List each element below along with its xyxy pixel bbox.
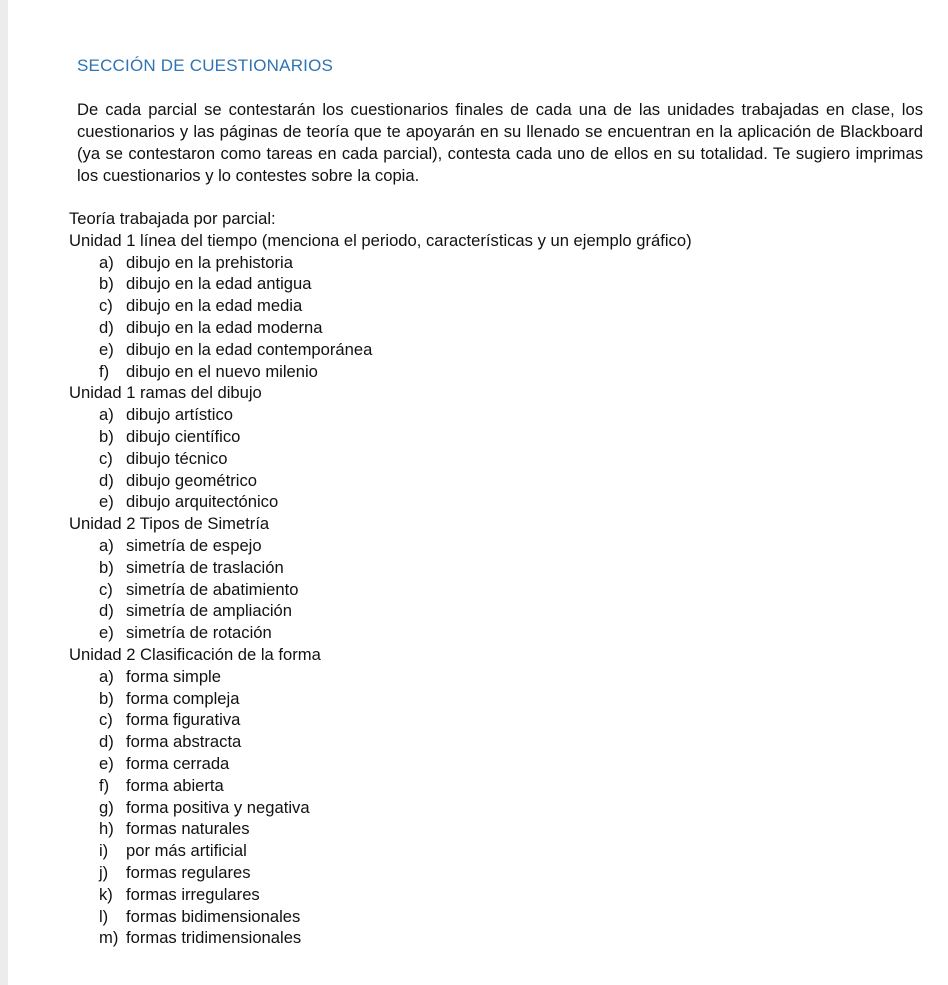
item-text: simetría de rotación	[126, 623, 272, 643]
item-text: formas regulares	[126, 862, 251, 882]
list-item	[69, 535, 929, 557]
item-label: g)	[99, 797, 114, 817]
item-label: d)	[99, 470, 114, 490]
item-label: e)	[99, 339, 114, 359]
item-text: dibujo artístico	[126, 405, 233, 425]
item-text: dibujo arquitectónico	[126, 492, 279, 512]
unit-title: Unidad 1 línea del tiempo (menciona el periodo, características y un ejemplo gráfico)	[69, 230, 692, 250]
item-text: formas bidimensionales	[126, 906, 301, 926]
unit-block	[69, 513, 929, 644]
item-label: b)	[99, 274, 114, 294]
list-item	[69, 927, 929, 949]
unit-block	[69, 230, 929, 383]
list-item	[69, 557, 929, 579]
item-label: b)	[99, 426, 114, 446]
item-text: dibujo en la prehistoria	[126, 252, 293, 272]
item-text: forma positiva y negativa	[126, 797, 310, 817]
item-text: forma cerrada	[126, 753, 230, 773]
item-text: dibujo en la edad media	[126, 296, 303, 316]
list-item	[69, 273, 929, 295]
item-label: b)	[99, 557, 114, 577]
list-item	[69, 818, 929, 840]
item-label: b)	[99, 688, 114, 708]
item-label: a)	[99, 535, 114, 555]
item-text: dibujo en la edad contemporánea	[126, 339, 373, 359]
item-text: simetría de espejo	[126, 535, 262, 555]
item-label: l)	[99, 906, 109, 926]
item-text: forma figurativa	[126, 710, 241, 730]
item-text: dibujo científico	[126, 426, 241, 446]
item-text: forma abierta	[126, 775, 224, 795]
item-text: simetría de abatimiento	[126, 579, 299, 599]
item-text: dibujo en la edad moderna	[126, 317, 323, 337]
item-label: d)	[99, 601, 114, 621]
list-item	[69, 731, 929, 753]
item-label: c)	[99, 579, 113, 599]
list-item	[69, 579, 929, 601]
list-item	[69, 753, 929, 775]
item-label: f)	[99, 361, 110, 381]
item-label: a)	[99, 252, 114, 272]
item-text: simetría de ampliación	[126, 601, 293, 621]
theory-outline	[69, 208, 929, 949]
item-label: c)	[99, 448, 113, 468]
list-item	[69, 361, 929, 383]
item-text: dibujo en la edad antigua	[126, 274, 312, 294]
list-item	[69, 884, 929, 906]
item-label: e)	[99, 492, 114, 512]
unit-title: Unidad 2 Tipos de Simetría	[69, 514, 270, 534]
item-label: c)	[99, 710, 113, 730]
item-text: formas irregulares	[126, 884, 260, 904]
item-label: e)	[99, 753, 114, 773]
item-text: dibujo geométrico	[126, 470, 257, 490]
item-label: a)	[99, 405, 114, 425]
item-label: c)	[99, 296, 113, 316]
list-item	[69, 775, 929, 797]
list-item	[69, 666, 929, 688]
item-text: por más artificial	[126, 841, 247, 861]
unit-block	[69, 382, 929, 513]
unit-block	[69, 644, 929, 949]
item-label: i)	[99, 841, 109, 861]
list-item	[69, 470, 929, 492]
theory-title: Teoría trabajada por parcial:	[69, 209, 276, 228]
item-text: dibujo técnico	[126, 448, 228, 468]
item-text: simetría de traslación	[126, 557, 284, 577]
item-label: k)	[99, 884, 113, 904]
list-item	[69, 688, 929, 710]
list-item	[69, 252, 929, 274]
list-item	[69, 600, 929, 622]
unit-title: Unidad 2 Clasificación de la forma	[69, 644, 321, 664]
item-text: forma abstracta	[126, 732, 242, 752]
item-label: a)	[99, 666, 114, 686]
list-item	[69, 448, 929, 470]
intro-paragraph: De cada parcial se contestarán los cuestionarios finales de cada una de las unidades trabajadas en clase, los cuestionarios y las páginas de teoría que te apoyarán en su llenado se encuentran en la aplicación de Blackboard (ya se contestaron como tareas en cada parcial), contesta cada uno de ellos en su totalidad. Te sugiero imprimas los cuestionarios y lo contestes sobre la copia.	[77, 100, 923, 185]
item-text: dibujo en el nuevo milenio	[126, 361, 318, 381]
item-text: forma compleja	[126, 688, 240, 708]
list-item	[69, 622, 929, 644]
item-text: formas tridimensionales	[126, 928, 302, 948]
item-label: d)	[99, 317, 114, 337]
item-label: j)	[99, 862, 109, 882]
item-text: forma simple	[126, 666, 221, 686]
list-item	[69, 404, 929, 426]
document-page	[8, 0, 948, 985]
item-label: f)	[99, 775, 110, 795]
item-label: m)	[99, 928, 119, 948]
item-text: formas naturales	[126, 819, 250, 839]
list-item	[69, 840, 929, 862]
unit-title: Unidad 1 ramas del dibujo	[69, 383, 262, 403]
list-item	[69, 709, 929, 731]
list-item	[69, 295, 929, 317]
item-label: e)	[99, 623, 114, 643]
list-item	[69, 317, 929, 339]
list-item	[69, 797, 929, 819]
list-item	[69, 339, 929, 361]
list-item	[69, 906, 929, 928]
list-item	[69, 862, 929, 884]
item-label: h)	[99, 819, 114, 839]
item-label: d)	[99, 732, 114, 752]
section-heading: SECCIÓN DE CUESTIONARIOS	[77, 56, 334, 75]
list-item	[69, 491, 929, 513]
list-item	[69, 426, 929, 448]
